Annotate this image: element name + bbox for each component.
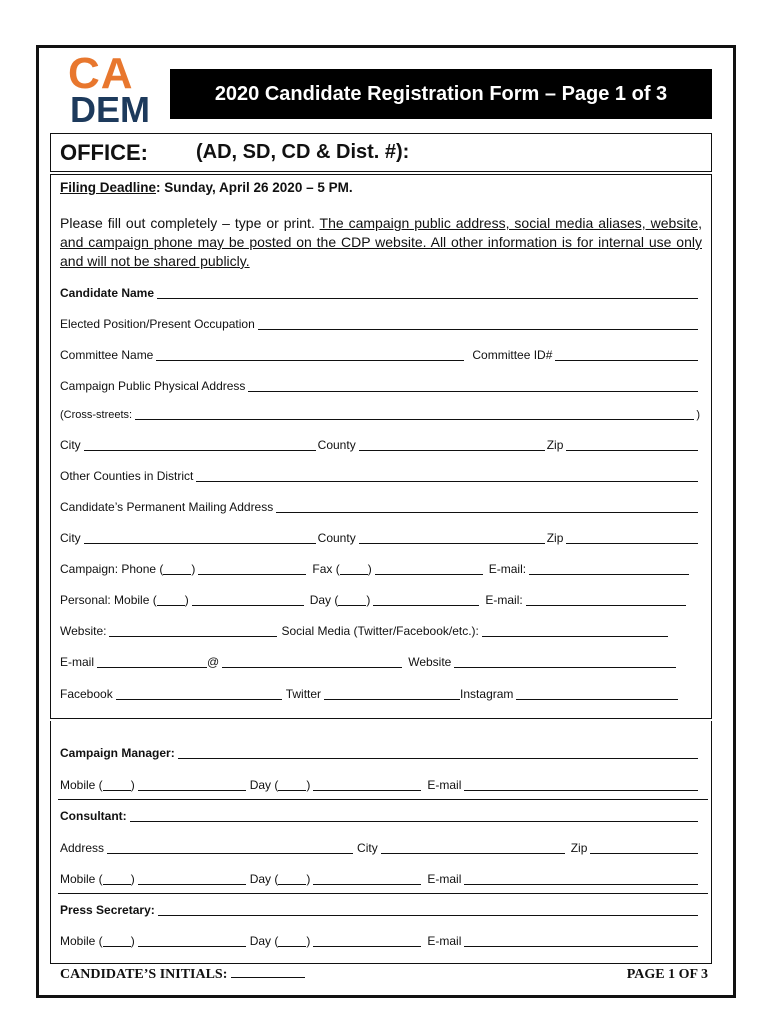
twitter-input[interactable]	[324, 699, 460, 700]
cross-streets-input[interactable]	[135, 419, 694, 420]
manager-mobile-label: Mobile (	[60, 778, 103, 792]
other-counties-input[interactable]	[196, 481, 698, 482]
twitter-label: Twitter	[285, 687, 322, 701]
press-mobile-input[interactable]	[138, 946, 246, 947]
logo-ca: CA	[68, 49, 134, 98]
manager-day-area-input[interactable]	[278, 790, 306, 791]
consultant-address-row	[60, 838, 700, 856]
zip-label: Zip	[546, 438, 564, 452]
paren-close: )	[366, 593, 371, 607]
candidate-name-input[interactable]	[157, 298, 698, 299]
permanent-address-input[interactable]	[276, 512, 698, 513]
county-input[interactable]	[359, 450, 545, 451]
facebook-label: Facebook	[60, 687, 113, 701]
consultant-mobile-label: Mobile (	[60, 872, 103, 886]
instagram-input[interactable]	[516, 699, 678, 700]
consultant-label: Consultant:	[60, 809, 127, 823]
office-label: OFFICE:	[60, 139, 148, 165]
consultant-address-input[interactable]	[107, 853, 353, 854]
zip-input[interactable]	[566, 543, 698, 544]
manager-day-label: Day (	[249, 778, 279, 792]
personal-phone-row	[60, 590, 700, 608]
committee-name-input[interactable]	[156, 360, 464, 361]
paren-close: )	[130, 934, 135, 948]
consultant-mobile-area-input[interactable]	[103, 884, 131, 885]
elected-position-label: Elected Position/Present Occupation	[60, 317, 255, 331]
consultant-email-input[interactable]	[464, 884, 698, 885]
fax-area-input[interactable]	[340, 574, 368, 575]
permanent-address-label: Candidate’s Permanent Mailing Address	[60, 500, 274, 514]
email-website-row	[60, 652, 700, 670]
manager-mobile-area-input[interactable]	[103, 790, 131, 791]
consultant-zip-label: Zip	[570, 841, 588, 855]
personal-day-area-input[interactable]	[338, 605, 366, 606]
personal-mobile-label: Personal: Mobile (	[60, 593, 157, 607]
email-at: @	[207, 655, 220, 669]
consultant-city-label: City	[357, 841, 378, 855]
website-social-row	[60, 621, 700, 639]
consultant-mobile-input[interactable]	[138, 884, 246, 885]
paren-close: )	[306, 778, 311, 792]
cadem-logo	[68, 49, 158, 132]
personal-mobile-input[interactable]	[192, 605, 304, 606]
press-mobile-area-input[interactable]	[103, 946, 131, 947]
email-label: E-mail	[60, 655, 95, 669]
campaign-email-label: E-mail:	[488, 562, 527, 576]
paren-close: )	[130, 872, 135, 886]
campaign-phone-area-input[interactable]	[163, 574, 191, 575]
elected-position-row	[60, 314, 700, 332]
campaign-manager-label: Campaign Manager:	[60, 746, 175, 760]
permanent-address-row	[60, 497, 700, 515]
city-input[interactable]	[84, 543, 316, 544]
candidate-initials-input[interactable]	[231, 977, 305, 978]
elected-position-input[interactable]	[258, 329, 698, 330]
consultant-contact-row	[60, 869, 700, 887]
committee-name-label: Committee Name	[60, 348, 154, 362]
email-user-input[interactable]	[97, 667, 207, 668]
campaign-address-row	[60, 376, 700, 394]
consultant-day-label: Day (	[249, 872, 279, 886]
cross-streets-label: (Cross-streets:	[60, 409, 133, 421]
consultant-address-label: Address	[60, 841, 105, 855]
city-label: City	[60, 531, 81, 545]
city-label: City	[60, 438, 81, 452]
paren-close: )	[367, 562, 372, 576]
press-day-area-input[interactable]	[278, 946, 306, 947]
consultant-zip-input[interactable]	[590, 853, 698, 854]
campaign-address-input[interactable]	[248, 391, 698, 392]
committee-id-label: Committee ID#	[472, 348, 553, 362]
facebook-input[interactable]	[116, 699, 282, 700]
office-district-label: (AD, SD, CD & Dist. #):	[196, 141, 410, 163]
other-counties-label: Other Counties in District	[60, 469, 194, 483]
consultant-input[interactable]	[130, 821, 698, 822]
manager-email-input[interactable]	[464, 790, 698, 791]
press-email-label: E-mail	[427, 934, 462, 948]
website-input[interactable]	[109, 636, 277, 637]
office-field[interactable]	[50, 133, 712, 172]
logo-dem: DEM	[70, 89, 150, 130]
city-county-zip-row-2	[60, 528, 700, 546]
candidate-initials	[60, 967, 305, 983]
consultant-email-label: E-mail	[427, 872, 462, 886]
manager-day-input[interactable]	[313, 790, 421, 791]
committee-row	[60, 345, 700, 363]
social-media-label: Social Media (Twitter/Facebook/etc.):	[281, 624, 479, 638]
campaign-manager-input[interactable]	[178, 758, 698, 759]
paren-close: )	[306, 872, 311, 886]
campaign-manager-contact-row	[60, 775, 700, 793]
county-input[interactable]	[359, 543, 545, 544]
instructions-underlined: The campaign public address, social media aliases, website, and campaign phone may be posted on the CDP website. All other information is for internal use only and will not be shared publicly.	[60, 215, 702, 269]
personal-email-input[interactable]	[526, 605, 686, 606]
city-input[interactable]	[84, 450, 316, 451]
personal-mobile-area-input[interactable]	[157, 605, 185, 606]
committee-id-input[interactable]	[555, 360, 698, 361]
paren-close: )	[306, 934, 311, 948]
personal-email-label: E-mail:	[485, 593, 523, 607]
consultant-city-input[interactable]	[381, 853, 565, 854]
form-title: 2020 Candidate Registration Form – Page 1 of 3	[170, 69, 712, 119]
instagram-label: Instagram	[460, 687, 514, 701]
zip-input[interactable]	[566, 450, 698, 451]
cross-streets-close: )	[696, 409, 700, 421]
paren-close: )	[130, 778, 135, 792]
consultant-day-area-input[interactable]	[278, 884, 306, 885]
campaign-phone-row	[60, 559, 700, 577]
personal-day-input[interactable]	[373, 605, 479, 606]
press-mobile-label: Mobile (	[60, 934, 103, 948]
instructions	[60, 214, 702, 271]
press-email-input[interactable]	[464, 946, 698, 947]
county-label: County	[317, 531, 356, 545]
filing-deadline-value: : Sunday, April 26 2020 – 5 PM.	[156, 180, 353, 195]
consultant-day-input[interactable]	[313, 884, 421, 885]
campaign-phone-label: Campaign: Phone (	[60, 562, 164, 576]
press-secretary-row	[60, 900, 700, 918]
paren-close: )	[184, 593, 189, 607]
filing-deadline	[60, 180, 353, 195]
press-secretary-contact-row	[60, 931, 700, 949]
cross-streets-row	[60, 404, 700, 422]
campaign-email-input[interactable]	[529, 574, 689, 575]
section-divider	[58, 893, 708, 894]
social-handles-row	[60, 684, 700, 702]
campaign-address-label: Campaign Public Physical Address	[60, 379, 246, 393]
fax-label: Fax (	[312, 562, 340, 576]
candidate-name-row	[60, 283, 700, 301]
press-day-label: Day (	[249, 934, 279, 948]
fax-input[interactable]	[375, 574, 483, 575]
personal-day-label: Day (	[309, 593, 339, 607]
county-label: County	[317, 438, 356, 452]
consultant-row	[60, 806, 700, 824]
email-domain-input[interactable]	[222, 667, 402, 668]
instructions-plain: Please fill out completely – type or print.	[60, 215, 320, 231]
website-label-2: Website	[408, 655, 452, 669]
manager-email-label: E-mail	[427, 778, 462, 792]
website-label: Website:	[60, 624, 107, 638]
page-number: PAGE 1 OF 3	[626, 967, 708, 982]
campaign-phone-input[interactable]	[198, 574, 306, 575]
social-media-input[interactable]	[482, 636, 668, 637]
press-day-input[interactable]	[313, 946, 421, 947]
candidate-name-label: Candidate Name	[60, 286, 155, 300]
campaign-manager-row	[60, 743, 700, 761]
press-secretary-label: Press Secretary:	[60, 903, 155, 917]
manager-mobile-input[interactable]	[138, 790, 246, 791]
section-divider	[58, 799, 708, 800]
filing-deadline-label: Filing Deadline	[60, 180, 157, 195]
paren-close: )	[191, 562, 196, 576]
website-input-2[interactable]	[454, 667, 676, 668]
zip-label: Zip	[546, 531, 564, 545]
press-secretary-input[interactable]	[158, 915, 698, 916]
other-counties-row	[60, 466, 700, 484]
city-county-zip-row-1	[60, 435, 700, 453]
candidate-initials-label: CANDIDATE’S INITIALS:	[60, 967, 228, 982]
